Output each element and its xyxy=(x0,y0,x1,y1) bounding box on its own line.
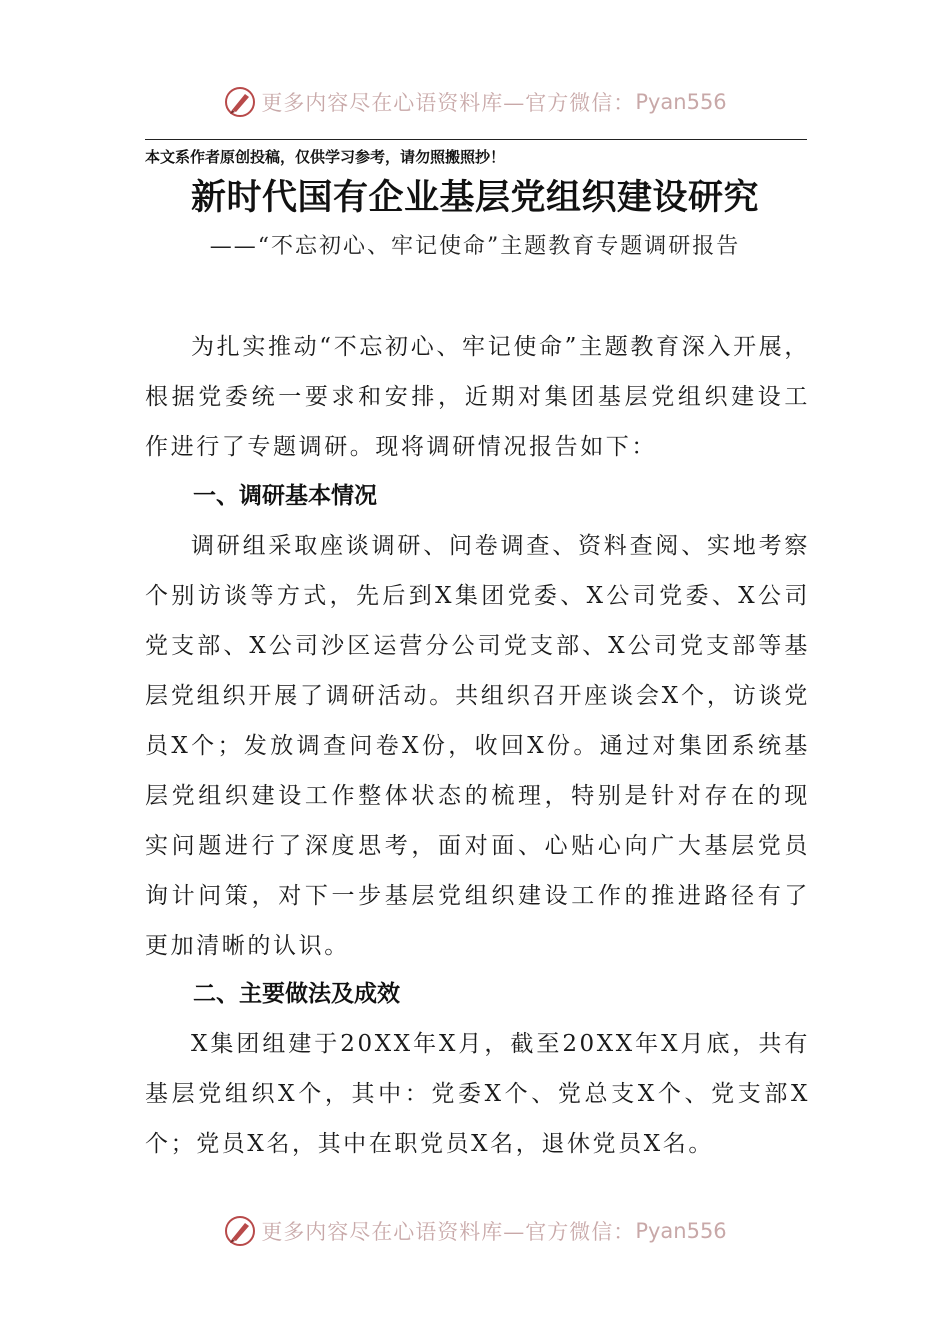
header-rule xyxy=(145,139,807,140)
watermark-text: 更多内容尽在心语资料库—官方微信： xyxy=(261,91,636,115)
section-1-heading: 一、调研基本情况 xyxy=(193,483,377,509)
watermark-wechat-id: Pyan556 xyxy=(635,1219,727,1243)
section-2-paragraph: X集团组建于20XX年X月，截至20XX年X月底，共有基层党组织X个，其中：党委X个、党总支X个、党支部X个；党员X名，其中在职党员X名，退休党员X名。 xyxy=(145,1031,810,1157)
watermark-banner-top xyxy=(0,82,950,122)
document-subtitle: ——“不忘初心、牢记使命”主题教育专题调研报告 xyxy=(209,234,741,259)
pen-logo-icon xyxy=(223,1214,257,1248)
watermark-banner-bottom xyxy=(0,1211,950,1251)
document-title: 新时代国有企业基层党组织建设研究 xyxy=(190,177,759,218)
section-2-heading: 二、主要做法及成效 xyxy=(193,981,400,1007)
watermark-wechat-id: Pyan556 xyxy=(635,90,727,114)
pen-logo-icon xyxy=(223,85,257,119)
section-1-paragraph: 调研组采取座谈调研、问卷调查、资料查阅、实地考察个别访谈等方式，先后到X集团党委、X公司党委、X公司党支部、X公司沙区运营分公司党支部、X公司党支部等基层党组织开展了调研活动。共组织召开座谈会X个，访谈党员X个；发放调查问卷X份，收回X份。通过对集团系统基层党组织建设工作整体状态的梳理，特别是针对存在的现实问题进行了深度思考，面对面、心贴心向广大基层党员询计问策，对下一步基层党组织建设工作的推进路径有了更加清晰的认识。 xyxy=(145,533,810,959)
copyright-notice: 本文系作者原创投稿，仅供学习参考，请勿照搬照抄！ xyxy=(145,148,506,166)
watermark-text: 更多内容尽在心语资料库—官方微信： xyxy=(261,1220,636,1244)
intro-paragraph: 为扎实推动“不忘初心、牢记使命”主题教育深入开展，根据党委统一要求和安排，近期对集团基层党组织建设工作进行了专题调研。现将调研情况报告如下： xyxy=(145,334,810,460)
